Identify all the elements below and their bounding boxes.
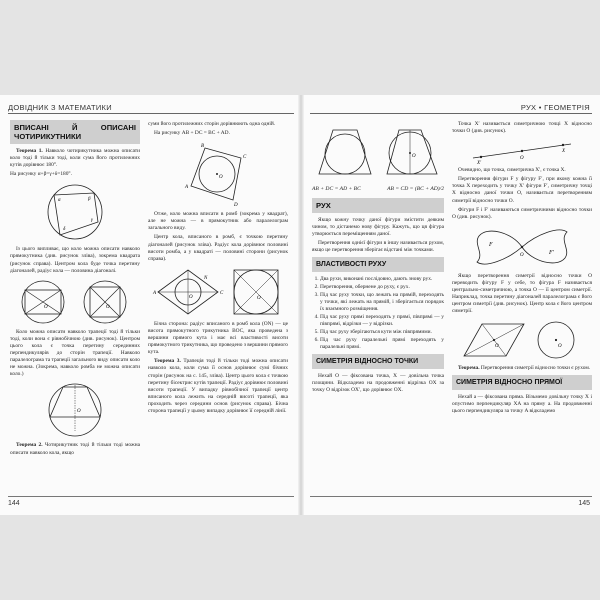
- motion-properties-list: [312, 276, 444, 352]
- label-o-5: O: [189, 294, 193, 300]
- paragraph-symmetry-transform: Перетворення фігури F у фігуру F′, при якому кожна її точка X переходить у точку X′ фігури F′, симетричну точці X відносно даної точки O, називається перетворенням симетрії відносно точки O.: [452, 176, 592, 204]
- paragraph-symmetric-point: Точка X′ називається симетричною точці X відносно точки O (див. рисунок).: [452, 121, 592, 135]
- list-item: 2. Перетворення, обернене до руху, є рух.: [320, 284, 444, 291]
- header-rule-right: [310, 113, 592, 114]
- label-c: C: [243, 155, 247, 161]
- theorem-label: Теорема.: [458, 365, 480, 372]
- label-c-2: C: [220, 290, 224, 296]
- list-item: 4. Під час руху прямі переходять у прямі, півпрямі — у півпрямі, відрізки — у відрізки.: [320, 314, 444, 328]
- page-number-left: 144: [8, 500, 20, 507]
- paragraph-obvious: Очевидно, що точка, симетрична X′, є точка X.: [458, 167, 566, 174]
- theorem-3-label: Теорема 3.: [154, 358, 181, 365]
- label-f-prime: F′: [549, 249, 554, 256]
- formula-right: AB = CD = (BC + AD)/2: [387, 186, 444, 192]
- label-delta: δ: [63, 227, 66, 233]
- section-heading-motion-properties: ВЛАСТИВОСТІ РУХУ: [312, 257, 444, 272]
- section-heading-inscribed-quadrilaterals: ВПИСАНІ Й ОПИСАНІ ЧОТИРИКУТНИКИ: [10, 120, 140, 144]
- theorem-point-symmetry: [452, 365, 592, 372]
- theorem-2-text: Чотирикутник тоді й тільки тоді можна описати навколо кола, якщо: [10, 442, 140, 456]
- label-d: D: [234, 203, 238, 209]
- label-o-11: O: [558, 344, 562, 350]
- list-item: 5. Під час руху зберігаються кути між півпрямими.: [320, 329, 444, 336]
- paragraph-motion-intro: Якщо кожну точку даної фігури змістити деяким чином, то дістанемо нову фігуру. Кажуть, що ця фігура утворюється переміщенням даної.: [312, 217, 444, 238]
- label-o-4: O: [219, 175, 223, 181]
- figure-rhombus-square: [152, 266, 284, 318]
- paragraph-opposite-sides: суми його протилежних сторін дорівнюють одна одній.: [148, 121, 276, 127]
- paragraph-rhombus: Отже, коло можна вписати в ромб (зокрема у квадрат), але не можна — в прямокутник або паралелограм загального виду.: [148, 211, 288, 232]
- theorem-3: [148, 358, 288, 415]
- label-b: B: [201, 144, 205, 150]
- section-heading-motion: РУХ: [312, 198, 444, 213]
- theorem-1-text: Навколо чотирикутника можна описати коло тоді й тільки тоді, коли сума його протилежних кутів дорівнює 180°.: [10, 148, 140, 169]
- left-page-column-2: [148, 121, 288, 417]
- label-beta: β: [88, 197, 91, 203]
- theorem-2: [10, 442, 140, 456]
- list-item: 6. Під час руху паралельні прямі переходять у паралельні прямі.: [320, 337, 444, 351]
- label-o-8: O: [520, 156, 524, 162]
- footer-rule-left: [8, 496, 294, 497]
- figure-tangential-quadrilateral: [183, 140, 253, 208]
- left-page-column-1: [10, 118, 140, 459]
- theorem-1: [10, 148, 140, 169]
- list-item: 3. Під час руху точки, що лежать на прямій, переходять у точки, які лежать на прямій, і зберігається порядок їх взаємного розміщення.: [320, 292, 444, 313]
- figure-circumscribed-trapezoids: [313, 124, 443, 182]
- figure-symmetric-figures: [467, 224, 577, 270]
- paragraph-trapezoid: Коло можна описати навколо трапеції тоді й тільки тоді, коли вона є рівнобічною (див. рисунок). Центром цього кола є точка перетину серединних перпендикулярів до сторін трапеції. Навколо паралелограма та трапеції загального виду описати коло не можна. (Зокрема, навколо ромба не можна описати коло.): [10, 328, 140, 378]
- label-o: O: [44, 304, 48, 310]
- label-o-2: O: [106, 304, 110, 310]
- page-number-right: 145: [578, 500, 590, 507]
- label-a-2: A: [153, 290, 157, 296]
- figure-cyclic-quadrilateral: [40, 181, 110, 243]
- theorem-2-label: Теорема 2.: [16, 442, 43, 449]
- right-page-column-3: [312, 121, 444, 396]
- list-item: 1. Два рухи, виконані послідовно, дають знову рух.: [320, 276, 444, 283]
- running-head-topic: РУХ: [520, 103, 537, 112]
- label-a: A: [185, 185, 189, 191]
- paragraph-central-symmetry: Якщо перетворення симетрії відносно точки O переводить фігуру F у себе, то фігура F називається центрально-симетричною, а точка O — її центром симетрії. Наприклад, точка перетину діагоналей паралелограма є його центром симетрії (див. рисунок). Центр кола є його центром симетрії.: [452, 272, 592, 315]
- trapezoid-formulas: [312, 185, 444, 196]
- figure-isosceles-trapezoid: [45, 381, 105, 439]
- book-gutter: [298, 95, 304, 515]
- section-heading-line-symmetry: СИМЕТРІЯ ВІДНОСНО ПРЯМОЇ: [452, 375, 592, 390]
- label-alpha: α: [58, 198, 61, 204]
- label-x: X: [562, 149, 566, 155]
- label-o-6: O: [257, 295, 261, 301]
- label-gamma: γ: [91, 218, 93, 224]
- label-o-3: O: [77, 409, 81, 415]
- label-f: F: [489, 241, 493, 248]
- footer-rule-right: [310, 496, 592, 497]
- paragraph-inscribed-radius: Бічна сторона: радіус вписаного в ромб кола (ON) — це висота прямокутного трикутника BOC, яка проведена з вершини прямого кута і має всі властивості висоти прямокутного трикутника, що проведено з вершини прямого кута.: [148, 320, 288, 356]
- label-o-7: O: [412, 154, 416, 159]
- figure-rectangle-square: [15, 278, 135, 326]
- running-head-right: [521, 103, 590, 112]
- theorem-1-label: Теорема 1.: [16, 148, 43, 154]
- paragraph-motion-definition: Перетворення однієї фігури в іншу називається рухом, якщо це перетворення зберігає відстані між точками.: [312, 240, 444, 254]
- figure-parallelogram-circle: [462, 318, 582, 362]
- section-heading-point-symmetry: СИМЕТРІЯ ВІДНОСНО ТОЧКИ: [312, 354, 444, 369]
- label-o-10: O: [495, 344, 499, 350]
- paragraph-point-symmetry: Нехай O — фіксована точка, X — довільна точка площини. Відкладемо на продовженні відрізка OX за точку O відрізок OX′, що дорівнює OX.: [312, 372, 444, 393]
- label-o-9: O: [520, 252, 524, 258]
- running-head-left: ДОВІДНИК З МАТЕМАТИКИ: [8, 103, 112, 112]
- formula-left: AB + DC = AD + BC: [312, 186, 361, 192]
- theorem-text: Перетворення симетрії відносно точки є рухом.: [480, 365, 591, 372]
- header-rule-left: [8, 113, 294, 114]
- figure-2-caption: На рисунку AB + DC = BC + AD.: [154, 130, 230, 137]
- running-head-section: ГЕОМЕТРІЯ: [544, 103, 590, 112]
- label-x-prime: X′: [477, 161, 482, 165]
- theorem-3-text: Трапеція тоді й тільки тоді можна описати навколо кола, коли сума її основ дорівнює сумі бічних сторін (рисунок на с. 145, зліва). Центр цього кола є точкою перетину бісектрис кутів трапеції. Радіус дорівнює половині висоти трапеції. У випадку рівнобічної трапеції центр вписаного кола лежить на середній висоті трапеції, яка проходить через середини основ (рисунок справа). Бічна сторона трапеції у цьому випадку дорівнює її середній лінії.: [148, 358, 288, 414]
- paragraph-rectangle-square: Із цього випливає, що коло можна описати навколо прямокутника (див. рисунок зліва), зокрема квадрата (рисунок справа). Центром кола буде точка перетину діагоналей, радіус кола — половина діагоналі.: [10, 246, 140, 274]
- figure-point-symmetry: [467, 138, 577, 164]
- running-head-separator: •: [538, 103, 542, 112]
- paragraph-line-symmetry: Нехай a — фіксована пряма. Візьмемо довільну точку X і опустимо перпендикуляр XA на пряму a. На продовженні цього перпендикуляра за точку A відкладемо: [452, 393, 592, 414]
- right-page-column-4: [452, 121, 592, 417]
- paragraph-rhombus-center: Центр кола, вписаного в ромб, є точкою перетину діагоналей (рисунок зліва). Радіус кола дорівнює половині висоти ромба, а у квадраті — половині сторони (рисунок справа).: [148, 234, 288, 262]
- figure-1-text: На рисунку α+β=γ+δ=180°.: [10, 171, 72, 178]
- label-n: N: [204, 275, 208, 281]
- paragraph-symmetric-figures: Фігури F і F′ називаються симетричними відносно точки O (див. рисунок).: [452, 206, 592, 220]
